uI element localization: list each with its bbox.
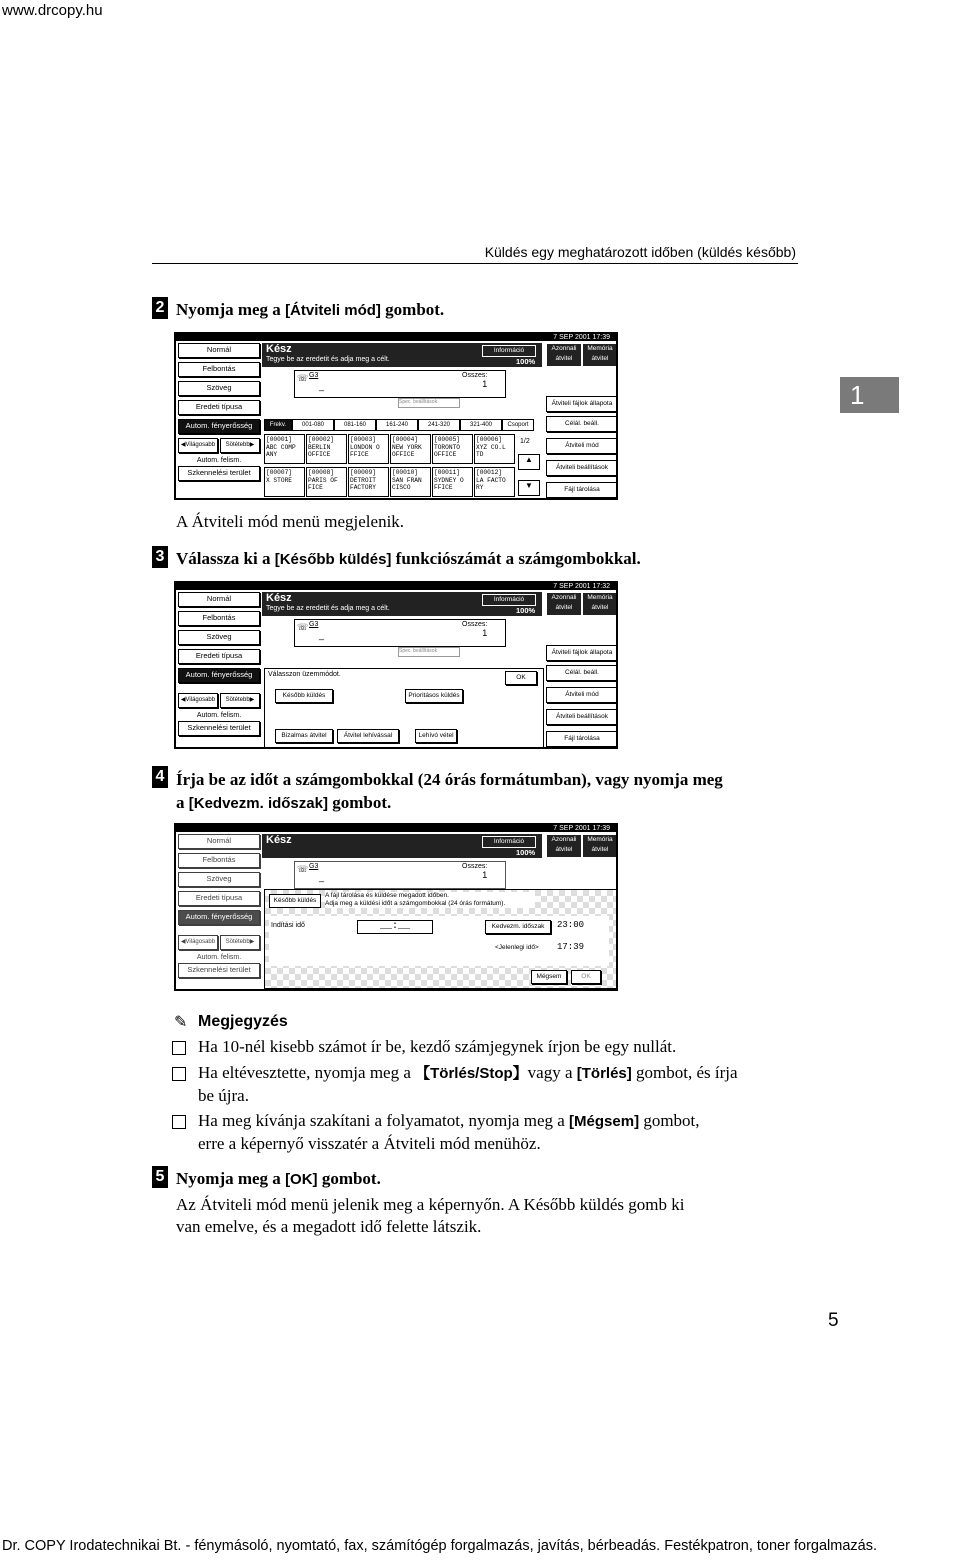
page-indicator: 1/2	[520, 438, 530, 445]
scan-area-button[interactable]: Szkennelési terület	[178, 963, 260, 978]
immediate-tx-button[interactable]: Azonnali átvitel	[546, 343, 582, 367]
scroll-down-icon[interactable]: ▼	[518, 480, 540, 496]
note-item: Ha meg kívánja szakítani a folyamatot, nyomja meg a [Mégsem] gombot, erre a képernyő visszatér a Átviteli mód menühöz.	[198, 1111, 700, 1153]
step-number: 4	[152, 766, 168, 788]
tx-mode-button[interactable]: Átviteli mód	[546, 438, 618, 454]
memory-tx-button[interactable]: Memória átvitel	[582, 834, 618, 858]
step-text: Válassza ki a [Később küldés] funkciószámát a számgombokkal.	[176, 549, 641, 568]
step-text: Írja be az időt a számgombokkal (24 órás formátumban), vagy nyomja meg	[176, 770, 723, 789]
scroll-up-icon[interactable]: ▲	[518, 454, 540, 470]
tab-241-320[interactable]: 241-320	[418, 419, 460, 431]
lighter-button[interactable]: ◀Világosabb	[178, 935, 218, 950]
tab-081-160[interactable]: 081-160	[334, 419, 376, 431]
current-time-label: <Jelenlegi idő>	[495, 944, 539, 951]
select-mode-label: Válasszon üzemmódot.	[268, 671, 341, 678]
dest-settings-button[interactable]: Célál. beáll.	[546, 665, 618, 681]
text-button[interactable]: Szöveg	[178, 381, 260, 396]
checkbox-icon	[172, 1115, 186, 1129]
ok-button[interactable]: OK	[571, 970, 601, 984]
status-title: Kész	[266, 343, 292, 355]
dest-button[interactable]: [00007] X STORE	[264, 467, 305, 497]
dest-button[interactable]: [00005] TORONTO OFFICE	[432, 434, 473, 464]
step-number: 5	[152, 1166, 168, 1188]
tab-161-240[interactable]: 161-240	[376, 419, 418, 431]
step-number: 2	[152, 297, 168, 319]
status-bar	[262, 343, 542, 367]
step-text: Nyomja meg a [Átviteli mód] gombot.	[176, 300, 445, 319]
lighter-button[interactable]: ◀Világosabb	[178, 693, 218, 708]
text-button[interactable]: Szöveg	[178, 630, 260, 645]
resolution-button[interactable]: Felbontás	[178, 611, 260, 626]
screen-datetime: 7 SEP 2001 17:39	[176, 334, 616, 341]
current-time: 17:39	[557, 942, 585, 952]
original-type-button[interactable]: Eredeti típusa	[178, 891, 260, 906]
memory-tx-button[interactable]: Memória átvitel	[582, 592, 618, 616]
note-item: Ha 10-nél kisebb számot ír be, kezdő számjegynek írjon be egy nullát.	[198, 1037, 677, 1056]
later-send-message: A fájl tárolása és küldése megadott időben. Adja meg a küldési időt a számgombokkal (24 órás formátum).	[325, 892, 535, 908]
start-time-label: Indítási idő	[271, 922, 305, 929]
original-type-button[interactable]: Eredeti típusa	[178, 649, 260, 664]
step-text-line2: a [Kedvezm. időszak] gombot.	[176, 793, 392, 812]
status-bar: Kész Tegye be az eredetit és adja meg a célt. Információ 100%	[262, 592, 542, 616]
pencil-icon: ✎	[174, 1014, 188, 1031]
final-para-line2: van emelve, és a megadott idő felette látszik.	[176, 1217, 482, 1236]
original-type-button[interactable]: Eredeti típusa	[178, 400, 260, 415]
tab-group[interactable]: Csoport	[502, 419, 534, 431]
tx-mode-panel	[264, 668, 544, 749]
screenshot-later-send	[174, 823, 618, 991]
auto-density-button[interactable]: Autom. fényerősség	[178, 419, 260, 434]
phone-icon: ☏	[297, 373, 309, 383]
tx-file-status-button[interactable]: Átviteli fájlok állapota	[546, 645, 618, 661]
memory-percent: 100%	[516, 357, 536, 366]
ok-button[interactable]: OK	[505, 671, 537, 685]
darker-button[interactable]: Sötétebb▶	[220, 935, 260, 950]
note-title: Megjegyzés	[198, 1013, 288, 1030]
checkbox-icon	[172, 1067, 186, 1081]
final-para-line1: Az Átviteli mód menü jelenik meg a képernyőn. A Később küldés gomb ki	[176, 1195, 685, 1214]
total-counter: Összes: 1	[462, 863, 488, 880]
footer: Dr. COPY Irodatechnikai Bt. - fénymásoló, nyomtató, fax, számítógép forgalmazás, javítás, bérbeadás. Festékpatron, toner forgalmazás.	[2, 1538, 877, 1554]
auto-reduce-label: Autom. felism.	[196, 457, 242, 464]
status-bar: Kész Információ 100%	[262, 834, 542, 858]
later-send-title: Később küldés	[269, 894, 321, 908]
running-header: Küldés egy meghatározott időben (küldés később)	[484, 244, 796, 260]
cancel-button[interactable]: Mégsem	[531, 970, 567, 984]
phone-icon: ☏	[297, 622, 309, 632]
dest-button[interactable]: [00009] DETROIT FACTORY	[348, 467, 389, 497]
discount-time: 23:00	[557, 920, 585, 930]
later-send-dialog	[264, 889, 618, 989]
destination-field[interactable]: ☏ G3 _	[294, 861, 506, 889]
memory-tx-button[interactable]: Memória átvitel	[582, 343, 618, 367]
tab-321-400[interactable]: 321-400	[460, 419, 502, 431]
scan-area-button[interactable]: Szkennelési terület	[178, 721, 260, 736]
darker-button[interactable]: Sötétebb▶	[220, 693, 260, 708]
cursor: _	[319, 381, 325, 391]
screen-datetime: 7 SEP 2001 17:32	[176, 583, 616, 590]
dest-button[interactable]: [00001] ABC COMP ANY	[264, 434, 305, 464]
phone-icon: ☏	[297, 864, 309, 874]
polling-rx-button[interactable]: Lehívó vétel	[415, 729, 457, 743]
normal-button[interactable]: Normál	[178, 592, 260, 607]
normal-button[interactable]: Normál	[178, 343, 260, 358]
immediate-tx-button[interactable]: Azonnali átvitel	[546, 592, 582, 616]
step-text: Nyomja meg a [OK] gombot.	[176, 1169, 381, 1188]
tx-file-status-button[interactable]: Átviteli fájlok állapota	[546, 396, 618, 412]
spec-settings[interactable]: Spec. beállítások	[398, 398, 460, 408]
step-number: 3	[152, 546, 168, 568]
status-message: Tegye be az eredetit és adja meg a célt.	[266, 356, 390, 363]
normal-button[interactable]: Normál	[178, 834, 260, 849]
dest-button[interactable]: [00012] LA FACTO RY	[474, 467, 515, 497]
tab-001-080[interactable]: 001-080	[292, 419, 334, 431]
info-button[interactable]: Információ	[482, 594, 536, 606]
dest-button[interactable]: [00002] BERLIN OFFICE	[306, 434, 347, 464]
darker-button[interactable]: Sötétebb▶	[220, 438, 260, 453]
tx-settings-button[interactable]: Átviteli beállítások	[546, 460, 618, 476]
watermark: www.drcopy.hu	[2, 2, 103, 19]
resolution-button[interactable]: Felbontás	[178, 362, 260, 377]
total-counter: Összes: 1	[462, 621, 488, 638]
screen-datetime: 7 SEP 2001 17:39	[176, 825, 616, 832]
para-menu-appears: A Átviteli mód menü megjelenik.	[176, 512, 405, 531]
resolution-button[interactable]: Felbontás	[178, 853, 260, 868]
polling-tx-button[interactable]: Átvitel lehívással	[337, 729, 399, 743]
immediate-tx-button[interactable]: Azonnali átvitel	[546, 834, 582, 858]
dest-settings-button[interactable]: Célál. beáll.	[546, 416, 618, 432]
total-counter: Összes: 1	[462, 372, 488, 389]
text-button[interactable]: Szöveg	[178, 872, 260, 887]
priority-send-button[interactable]: Prioritásos küldés	[405, 689, 463, 703]
auto-density-button[interactable]: Autom. fényerősség	[178, 910, 260, 925]
dest-button[interactable]: [00011] SYDNEY O FFICE	[432, 467, 473, 497]
screenshot-tx-mode	[174, 581, 618, 749]
page-number: 5	[828, 1310, 839, 1331]
destination-field[interactable]: ☏ G3 _	[294, 619, 506, 647]
scan-area-button[interactable]: Szkennelési terület	[178, 466, 260, 481]
auto-reduce-label: Autom. felism.	[196, 954, 242, 961]
dest-button[interactable]: [00008] PARIS OF FICE	[306, 467, 347, 497]
info-button[interactable]: Információ	[482, 345, 536, 357]
dest-button[interactable]: [00003] LONDON O FFICE	[348, 434, 389, 464]
dest-button[interactable]: [00004] NEW YORK OFFICE	[390, 434, 431, 464]
tx-mode-button[interactable]: Átviteli mód	[546, 687, 618, 703]
dest-button[interactable]: [00006] XYZ CO.L TD	[474, 434, 515, 464]
lighter-button[interactable]: ◀Világosabb	[178, 438, 218, 453]
file-store-button[interactable]: Fájl tárolása	[546, 482, 618, 498]
auto-density-button[interactable]: Autom. fényerősség	[178, 668, 260, 683]
g3-label: G3	[309, 372, 319, 379]
later-send-button[interactable]: Később küldés	[275, 689, 333, 703]
tx-settings-button[interactable]: Átviteli beállítások	[546, 709, 618, 725]
discount-period-button[interactable]: Kedvezm. időszak	[485, 920, 551, 934]
confidential-tx-button[interactable]: Bizalmas átvitel	[275, 729, 333, 743]
note-item: Ha eltévesztette, nyomja meg a 【Törlés/Stop】vagy a [Törlés] gombot, és írja be újra.	[198, 1063, 738, 1105]
file-store-button[interactable]: Fájl tárolása	[546, 731, 618, 747]
dest-button[interactable]: [00010] SAN FRAN CISCO	[390, 467, 431, 497]
tab-frequent[interactable]: Frekv.	[264, 419, 292, 431]
checkbox-icon	[172, 1041, 186, 1055]
time-input[interactable]: __:__	[357, 920, 433, 934]
info-button[interactable]: Információ	[482, 836, 536, 848]
header-rule	[152, 263, 798, 264]
spec-settings[interactable]: Spec. beállítások	[398, 647, 460, 657]
screenshot-main-menu	[174, 332, 618, 500]
chapter-tab: 1	[840, 377, 899, 413]
auto-reduce-label: Autom. felism.	[196, 712, 242, 719]
